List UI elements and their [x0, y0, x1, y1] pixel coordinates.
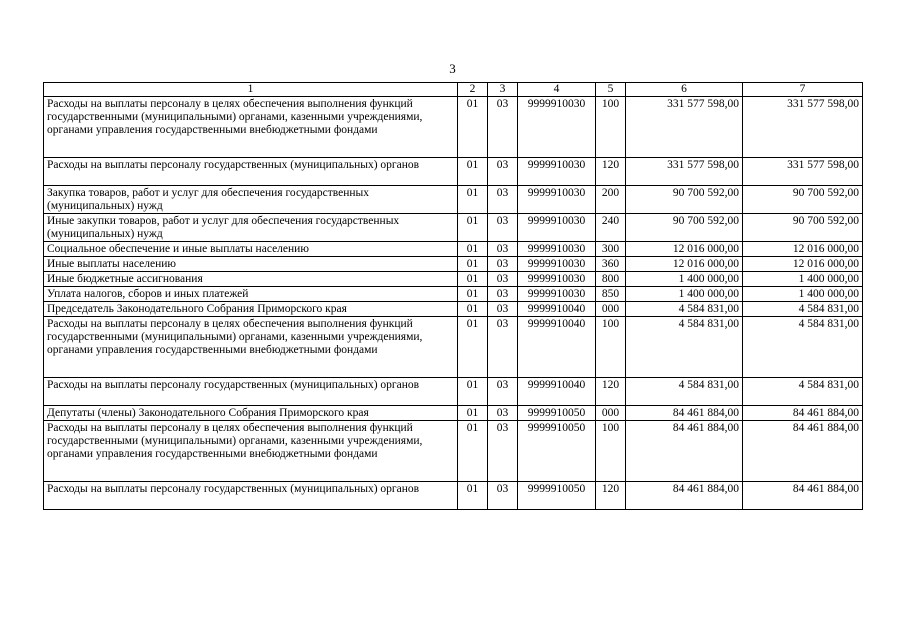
- subsection-code: 03: [488, 421, 518, 482]
- expense-type-code: 000: [596, 302, 626, 317]
- target-article-code: 9999910030: [518, 287, 596, 302]
- row-name: Закупка товаров, работ и услуг для обеспечения государственных (муниципальных) нужд: [44, 186, 458, 214]
- target-article-code: 9999910030: [518, 242, 596, 257]
- amount-column-7: 331 577 598,00: [743, 97, 863, 158]
- row-name: Социальное обеспечение и иные выплаты населению: [44, 242, 458, 257]
- subsection-code: 03: [488, 242, 518, 257]
- target-article-code: 9999910030: [518, 272, 596, 287]
- row-name: Иные закупки товаров, работ и услуг для обеспечения государственных (муниципальных) нужд: [44, 214, 458, 242]
- section-code: 01: [458, 97, 488, 158]
- amount-column-7: 12 016 000,00: [743, 257, 863, 272]
- table-row: [44, 421, 863, 482]
- table-row: [44, 186, 863, 214]
- expense-type-code: 100: [596, 97, 626, 158]
- subsection-code: 03: [488, 302, 518, 317]
- row-name: Уплата налогов, сборов и иных платежей: [44, 287, 458, 302]
- row-name: Расходы на выплаты персоналу государственных (муниципальных) органов: [44, 158, 458, 186]
- column-header-5: 5: [596, 83, 626, 97]
- column-header-2: 2: [458, 83, 488, 97]
- amount-column-6: 84 461 884,00: [626, 482, 743, 510]
- subsection-code: 03: [488, 97, 518, 158]
- amount-column-6: 1 400 000,00: [626, 287, 743, 302]
- amount-column-7: 4 584 831,00: [743, 317, 863, 378]
- section-code: 01: [458, 186, 488, 214]
- table-row: [44, 272, 863, 287]
- subsection-code: 03: [488, 257, 518, 272]
- subsection-code: 03: [488, 214, 518, 242]
- table-row: [44, 302, 863, 317]
- table-row: [44, 257, 863, 272]
- table-row: [44, 378, 863, 406]
- subsection-code: 03: [488, 287, 518, 302]
- row-name: Иные бюджетные ассигнования: [44, 272, 458, 287]
- target-article-code: 9999910030: [518, 158, 596, 186]
- amount-column-6: 4 584 831,00: [626, 317, 743, 378]
- row-name: Иные выплаты населению: [44, 257, 458, 272]
- section-code: 01: [458, 421, 488, 482]
- table-row: [44, 242, 863, 257]
- target-article-code: 9999910050: [518, 421, 596, 482]
- column-header-1: 1: [44, 83, 458, 97]
- table-row: [44, 214, 863, 242]
- subsection-code: 03: [488, 378, 518, 406]
- subsection-code: 03: [488, 272, 518, 287]
- amount-column-6: 4 584 831,00: [626, 378, 743, 406]
- header-row: [44, 83, 863, 97]
- table-row: [44, 158, 863, 186]
- row-name: Расходы на выплаты персоналу в целях обеспечения выполнения функций государственными (муниципальными) органами, казенными учреждениями, органами управления государственными внебюджетными фондами: [44, 97, 458, 158]
- amount-column-6: 12 016 000,00: [626, 242, 743, 257]
- expense-type-code: 000: [596, 406, 626, 421]
- section-code: 01: [458, 242, 488, 257]
- amount-column-6: 12 016 000,00: [626, 257, 743, 272]
- amount-column-7: 84 461 884,00: [743, 406, 863, 421]
- row-name: Расходы на выплаты персоналу государственных (муниципальных) органов: [44, 482, 458, 510]
- subsection-code: 03: [488, 482, 518, 510]
- section-code: 01: [458, 302, 488, 317]
- amount-column-7: 4 584 831,00: [743, 378, 863, 406]
- table-row: [44, 406, 863, 421]
- section-code: 01: [458, 317, 488, 378]
- section-code: 01: [458, 158, 488, 186]
- amount-column-6: 1 400 000,00: [626, 272, 743, 287]
- row-name: Председатель Законодательного Собрания Приморского края: [44, 302, 458, 317]
- amount-column-7: 1 400 000,00: [743, 287, 863, 302]
- section-code: 01: [458, 482, 488, 510]
- table-row: [44, 97, 863, 158]
- column-header-6: 6: [626, 83, 743, 97]
- row-name: Депутаты (члены) Законодательного Собрания Приморского края: [44, 406, 458, 421]
- table-row: [44, 287, 863, 302]
- expense-type-code: 120: [596, 378, 626, 406]
- amount-column-7: 90 700 592,00: [743, 214, 863, 242]
- target-article-code: 9999910030: [518, 257, 596, 272]
- expense-type-code: 120: [596, 482, 626, 510]
- row-name: Расходы на выплаты персоналу в целях обеспечения выполнения функций государственными (муниципальными) органами, казенными учреждениями, органами управления государственными внебюджетными фондами: [44, 421, 458, 482]
- amount-column-7: 84 461 884,00: [743, 421, 863, 482]
- column-header-3: 3: [488, 83, 518, 97]
- section-code: 01: [458, 257, 488, 272]
- target-article-code: 9999910040: [518, 317, 596, 378]
- target-article-code: 9999910030: [518, 214, 596, 242]
- amount-column-6: 331 577 598,00: [626, 158, 743, 186]
- budget-table: [43, 82, 863, 510]
- column-header-4: 4: [518, 83, 596, 97]
- amount-column-6: 84 461 884,00: [626, 421, 743, 482]
- expense-type-code: 240: [596, 214, 626, 242]
- table-row: [44, 482, 863, 510]
- expense-type-code: 100: [596, 421, 626, 482]
- target-article-code: 9999910030: [518, 186, 596, 214]
- expense-type-code: 120: [596, 158, 626, 186]
- section-code: 01: [458, 214, 488, 242]
- expense-type-code: 800: [596, 272, 626, 287]
- target-article-code: 9999910030: [518, 97, 596, 158]
- amount-column-6: 90 700 592,00: [626, 186, 743, 214]
- subsection-code: 03: [488, 317, 518, 378]
- amount-column-7: 90 700 592,00: [743, 186, 863, 214]
- column-header-7: 7: [743, 83, 863, 97]
- target-article-code: 9999910040: [518, 302, 596, 317]
- subsection-code: 03: [488, 158, 518, 186]
- amount-column-7: 1 400 000,00: [743, 272, 863, 287]
- expense-type-code: 100: [596, 317, 626, 378]
- subsection-code: 03: [488, 406, 518, 421]
- subsection-code: 03: [488, 186, 518, 214]
- target-article-code: 9999910050: [518, 406, 596, 421]
- section-code: 01: [458, 287, 488, 302]
- amount-column-7: 4 584 831,00: [743, 302, 863, 317]
- table-row: [44, 317, 863, 378]
- target-article-code: 9999910040: [518, 378, 596, 406]
- amount-column-6: 331 577 598,00: [626, 97, 743, 158]
- expense-type-code: 360: [596, 257, 626, 272]
- page-number: 3: [449, 61, 456, 76]
- section-code: 01: [458, 272, 488, 287]
- amount-column-6: 84 461 884,00: [626, 406, 743, 421]
- section-code: 01: [458, 378, 488, 406]
- expense-type-code: 300: [596, 242, 626, 257]
- amount-column-7: 12 016 000,00: [743, 242, 863, 257]
- expense-type-code: 200: [596, 186, 626, 214]
- amount-column-6: 90 700 592,00: [626, 214, 743, 242]
- expense-type-code: 850: [596, 287, 626, 302]
- section-code: 01: [458, 406, 488, 421]
- target-article-code: 9999910050: [518, 482, 596, 510]
- row-name: Расходы на выплаты персоналу государственных (муниципальных) органов: [44, 378, 458, 406]
- amount-column-7: 84 461 884,00: [743, 482, 863, 510]
- row-name: Расходы на выплаты персоналу в целях обеспечения выполнения функций государственными (муниципальными) органами, казенными учреждениями, органами управления государственными внебюджетными фондами: [44, 317, 458, 378]
- amount-column-7: 331 577 598,00: [743, 158, 863, 186]
- amount-column-6: 4 584 831,00: [626, 302, 743, 317]
